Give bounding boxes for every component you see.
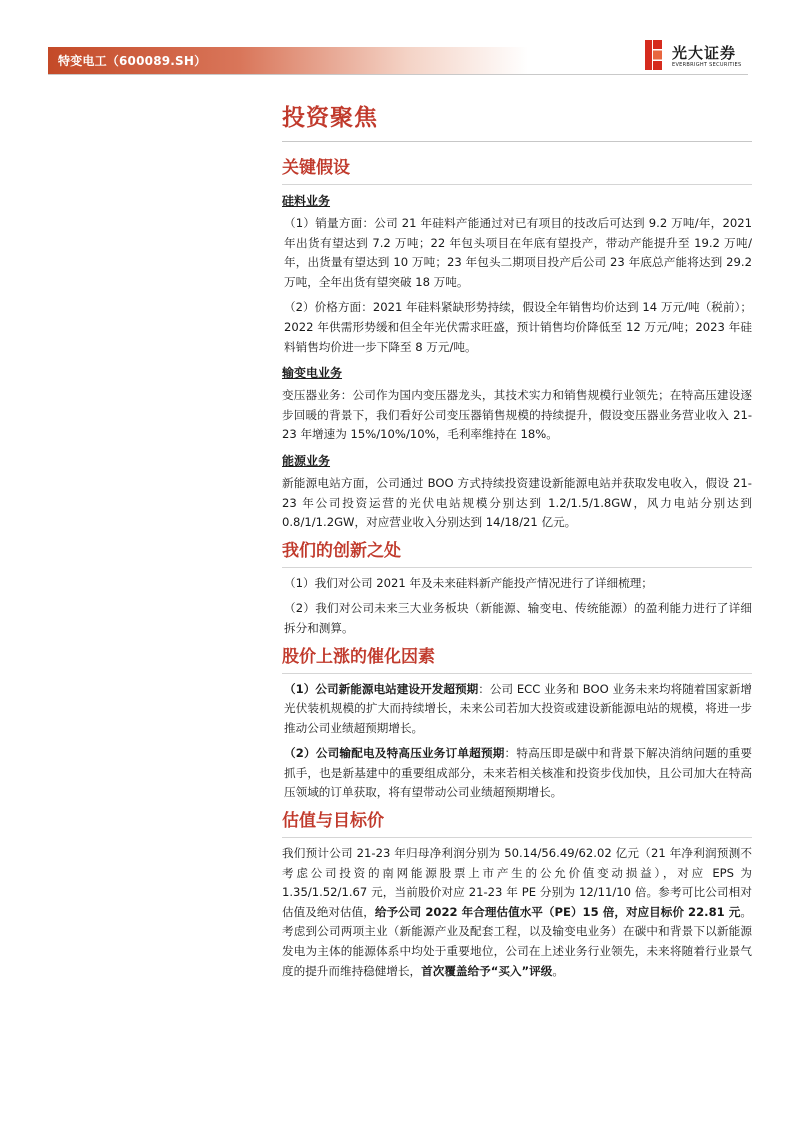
catalyst-2-title: （2）公司输配电及特高压业务订单超预期 [284,746,505,761]
paragraph-catalyst-2 [282,744,752,803]
valuation-text-a: 我们预计公司 21-23 年归母净利润分别为 50.14/56.49/62.02 亿元（21 年净利润预测不考虑公司投资的南网能源股票上市产生的公允价值变动损益），对应 EPS 为 1.35/1.52/1.67 元，当前股价对应 21-23 年 PE 分别为 12/11/10 倍。参考可比公司相对估值及绝对估值， [282,846,752,919]
logo-text-cn: 光大证券 [672,44,737,62]
paragraph-transformer: 变压器业务：公司作为国内变压器龙头，其技术实力和销售规模行业领先；在特高压建设逐步回暖的背景下，我们看好公司变压器销售规模的持续提升，假设变压器业务营业收入 21-23 年增速为 15%/10%/10%，毛利率维持在 18%。 [282,388,752,442]
valuation-text-end: 。 [552,963,564,978]
valuation-rating: 首次覆盖给予“买入”评级 [421,963,553,978]
section-heading-key-assumptions: 关键假设 [282,156,752,185]
paragraph-silicon-volume: （1）销量方面：公司 21 年硅料产能通过对已有项目的技改后可达到 9.2 万吨/年，2021 年出货有望达到 7.2 万吨；22 年包头项目在年底有望投产，带动产能提升至 19.2 万吨/年，出货量有望达到 10 万吨；23 年包头二期项目投产后公司 23 年底总产能将达到 29.2 万吨，全年出货有望突破 18 万吨。 [284,216,752,289]
paragraph-catalyst-1 [282,680,752,739]
valuation-text-c: 。考虑到公司两项主业（新能源产业及配套工程，以及输变电业务）在碳中和背景下以新能源发电为主体的能源体系中均处于重要地位，公司在上述业务行业领先，未来将随着行业景气度的提升而维持稳健增长， [282,904,752,978]
subheading-transmission: 输变电业务 [282,366,343,381]
section-heading-catalysts: 股价上涨的催化因素 [282,645,752,674]
everbright-logo-icon [645,40,663,70]
paragraph-innovation-2: （2）我们对公司未来三大业务板块（新能源、输变电、传统能源）的盈利能力进行了详细拆分和测算。 [284,601,752,635]
main-content [282,103,752,987]
paragraph-innovation-1: （1）我们对公司 2021 年及未来硅料新产能投产情况进行了详细梳理； [284,575,653,590]
section-heading-valuation: 估值与目标价 [282,809,752,838]
catalyst-1-title: （1）公司新能源电站建设开发超预期 [284,681,479,696]
valuation-target-price: 给予公司 2022 年合理估值水平（PE）15 倍，对应目标价 22.81 元 [374,904,741,919]
subheading-silicon: 硅料业务 [282,194,331,208]
catalyst-2-body: ：特高压即是碳中和背景下解决消纳问题的重要抓手，也是新基建中的重要组成部分，未来若相关核准和投资步伐加快，且公司加大在特高压领域的订单获取，将有望带动公司业绩超预期增长。 [284,746,752,800]
company-logo [645,40,755,72]
catalyst-1-body: ：公司 ECC 业务和 BOO 业务未来均将随着国家新增光伏装机规模的扩大而持续增长，未来公司若加大投资或建设新能源电站的规模，将进一步推动公司业绩超预期增长。 [284,681,752,735]
header-divider [48,74,748,75]
subheading-energy: 能源业务 [282,453,331,468]
logo-text-en: EVERBRIGHT SECURITIES [672,62,742,68]
paragraph-energy: 新能源电站方面，公司通过 BOO 方式持续投资建设新能源电站并获取发电收入，假设 21-23 年公司投资运营的光伏电站规模分别达到 1.2/1.5/1.8GW，风力电站分别达到 0.8/1/1.2GW，对应营业收入分别达到 14/18/21 亿元。 [282,475,752,530]
paragraph-valuation [282,844,752,981]
paragraph-silicon-price: （2）价格方面：2021 年硅料紧缺形势持续，假设全年销售均价达到 14 万元/吨（税前）；2022 年供需形势缓和但全年光伏需求旺盛，预计销售均价降低至 12 万元/吨；2023 年硅料销售均价进一步下降至 8 万元/吨。 [284,300,752,354]
page-title: 投资聚焦 [282,103,752,142]
section-heading-innovation: 我们的创新之处 [282,539,752,568]
header-title: 特变电工（600089.SH） [58,54,207,68]
